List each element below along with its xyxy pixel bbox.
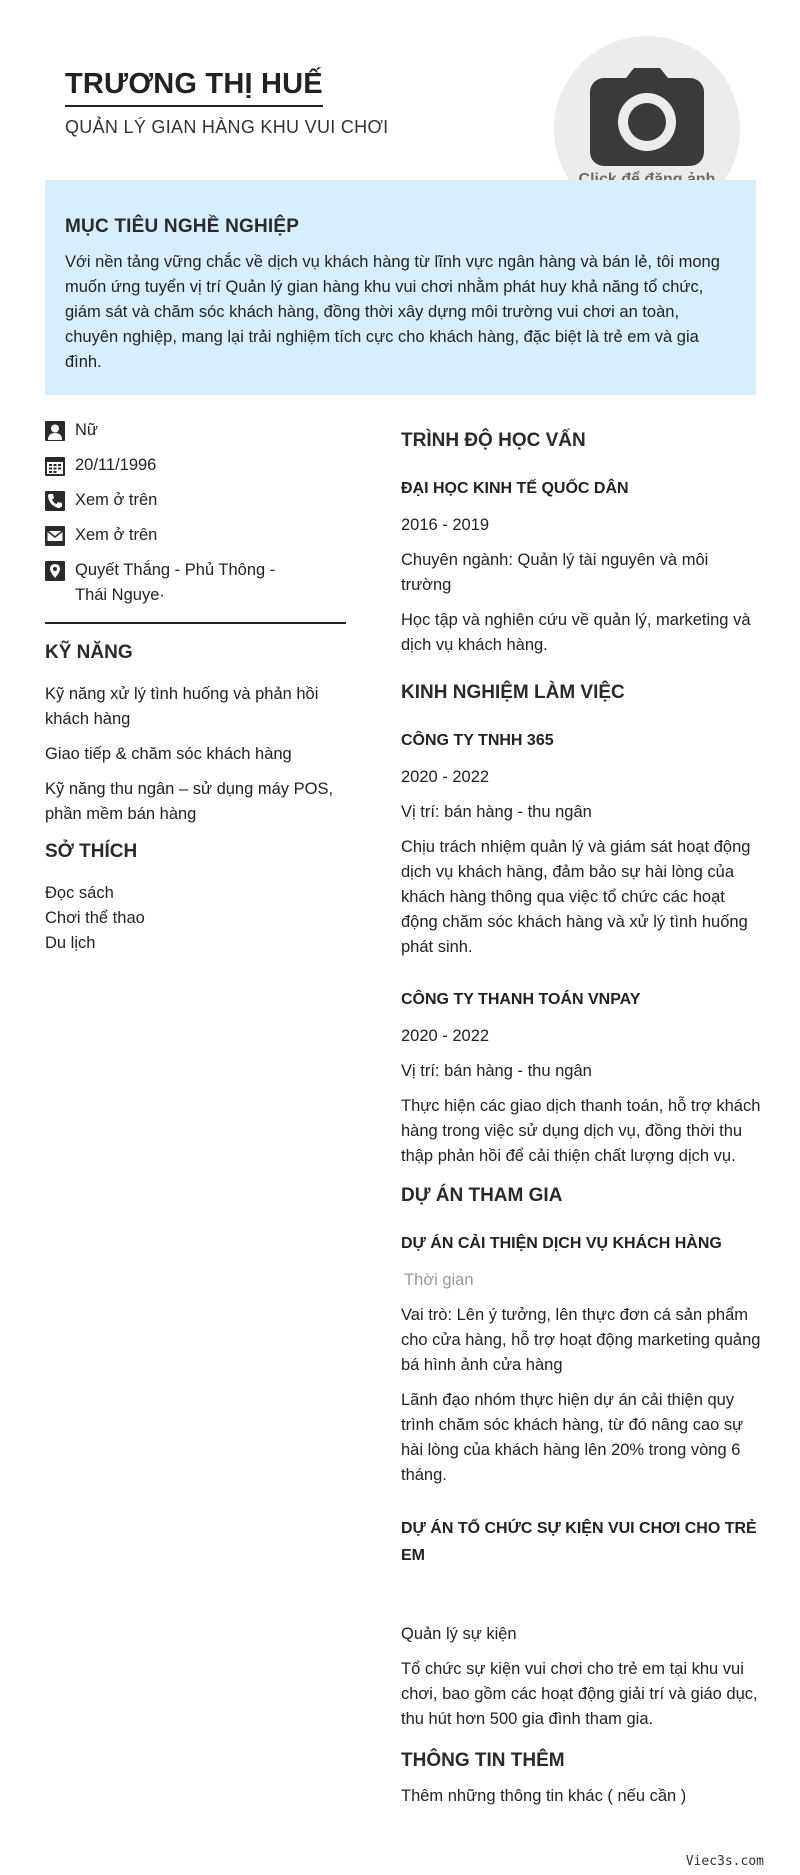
email-row bbox=[45, 523, 347, 548]
job-entry bbox=[401, 728, 761, 960]
experience-title: KINH NGHIỆM LÀM VIỆC bbox=[401, 682, 625, 703]
project-role: Vai trò: Lên ý tưởng, lên thực đơn cá sản phẩm cho cửa hàng, hỗ trợ hoạt động marketing quảng bá hình ảnh cửa hàng bbox=[401, 1306, 761, 1374]
education-period: 2016 - 2019 bbox=[401, 516, 490, 534]
project-entry bbox=[401, 1515, 761, 1732]
project-name: DỰ ÁN TỔ CHỨC SỰ KIỆN VUI CHƠI CHO TRẺ EM bbox=[401, 1520, 757, 1564]
objective-title: MỤC TIÊU NGHỀ NGHIỆP bbox=[65, 216, 300, 237]
job-period: 2020 - 2022 bbox=[401, 1027, 490, 1045]
additional-title: THÔNG TIN THÊM bbox=[401, 1750, 565, 1771]
skills-title: KỸ NĂNG bbox=[45, 642, 133, 663]
skill-item: Giao tiếp & chăm sóc khách hàng bbox=[45, 745, 292, 763]
calendar-icon bbox=[45, 456, 65, 476]
hobby-item: Đọc sách bbox=[45, 884, 114, 902]
birthday-value: 20/11/1996 bbox=[75, 456, 157, 474]
education-title: TRÌNH ĐỘ HỌC VẤN bbox=[401, 430, 586, 451]
right-column bbox=[401, 430, 761, 1809]
email-value: Xem ở trên bbox=[75, 526, 158, 544]
gender-value: Nữ bbox=[75, 421, 98, 439]
phone-icon bbox=[45, 491, 65, 511]
left-column bbox=[45, 418, 347, 956]
company-name: CÔNG TY THANH TOÁN VNPAY bbox=[401, 991, 641, 1008]
location-pin-icon bbox=[45, 561, 65, 581]
gender-row bbox=[45, 418, 347, 443]
job-description: Thực hiện các giao dịch thanh toán, hỗ trợ khách hàng trong việc sử dụng dịch vụ, đồng thời thu thập phản hồi để cải thiện chất lượng dịch vụ. bbox=[401, 1097, 761, 1165]
projects-title: DỰ ÁN THAM GIA bbox=[401, 1185, 563, 1206]
project-entry bbox=[401, 1231, 761, 1488]
job-description: Chịu trách nhiệm quản lý và giám sát hoạt động dịch vụ khách hàng, đảm bảo sự hài lòng của khách hàng thông qua việc tổ chức các hoạt động chăm sóc khách hàng và xử lý tình huống phát sinh. bbox=[401, 838, 751, 956]
hobbies-title: SỞ THÍCH bbox=[45, 841, 138, 862]
company-name: CÔNG TY TNHH 365 bbox=[401, 732, 554, 749]
job-entry bbox=[401, 987, 761, 1169]
candidate-name: TRƯƠNG THỊ HUẾ bbox=[65, 68, 323, 107]
phone-row bbox=[45, 488, 347, 513]
project-role: Quản lý sự kiện bbox=[401, 1625, 517, 1643]
person-icon bbox=[45, 421, 65, 441]
cv-header bbox=[65, 68, 525, 138]
address-value: Quyết Thắng - Phủ Thông - Thái Nguye· bbox=[75, 561, 276, 604]
project-description: Lãnh đạo nhóm thực hiện dự án cải thiện quy trình chăm sóc khách hàng, từ đó nâng cao sự hài lòng của khách hàng lên 20% trong vòng 6 tháng. bbox=[401, 1391, 744, 1484]
phone-value: Xem ở trên bbox=[75, 491, 158, 509]
project-time: Thời gian bbox=[404, 1271, 474, 1289]
project-description: Tổ chức sự kiện vui chơi cho trẻ em tại khu vui chơi, bao gồm các hoạt động giải trí và giáo dục, thu hút hơn 500 gia đình tham gia. bbox=[401, 1660, 758, 1728]
objective-section bbox=[45, 180, 756, 395]
job-position: Vị trí: bán hàng - thu ngân bbox=[401, 1062, 592, 1080]
school-name: ĐẠI HỌC KINH TẾ QUỐC DÂN bbox=[401, 480, 629, 497]
education-major: Chuyên ngành: Quản lý tài nguyên và môi trường bbox=[401, 551, 709, 594]
job-period: 2020 - 2022 bbox=[401, 768, 490, 786]
hobby-item: Du lịch bbox=[45, 934, 96, 952]
skill-item: Kỹ năng thu ngân – sử dụng máy POS, phần mềm bán hàng bbox=[45, 780, 334, 823]
envelope-icon bbox=[45, 526, 65, 546]
address-row bbox=[45, 558, 347, 608]
hobbies-list bbox=[45, 881, 347, 956]
education-description: Học tập và nghiên cứu về quản lý, marketing và dịch vụ khách hàng. bbox=[401, 611, 751, 654]
project-name: DỰ ÁN CẢI THIỆN DỊCH VỤ KHÁCH HÀNG bbox=[401, 1235, 722, 1252]
skill-item: Kỹ năng xử lý tình huống và phản hồi khách hàng bbox=[45, 685, 319, 728]
camera-icon bbox=[590, 66, 704, 166]
birthday-row bbox=[45, 453, 347, 478]
job-title: QUẢN LÝ GIAN HÀNG KHU VUI CHƠI bbox=[65, 117, 389, 137]
hobby-item: Chơi thể thao bbox=[45, 909, 145, 927]
objective-text: Với nền tảng vững chắc về dịch vụ khách hàng từ lĩnh vực ngân hàng và bán lẻ, tôi mong muốn ứng tuyển vị trí Quản lý gian hàng khu vui chơi nhằm phát huy khả năng tổ chức, giám sát và chăm sóc khách hàng, đồng thời xây dựng môi trường vui chơi an toàn, chuyên nghiệp, mang lại trải nghiệm tích cực cho khách hàng, đặc biệt là trẻ em và gia đình. bbox=[65, 253, 720, 371]
left-divider bbox=[45, 622, 346, 624]
watermark-text: Viec3s.com bbox=[685, 1854, 764, 1869]
job-position: Vị trí: bán hàng - thu ngân bbox=[401, 803, 592, 821]
additional-text: Thêm những thông tin khác ( nếu cần ) bbox=[401, 1787, 687, 1805]
